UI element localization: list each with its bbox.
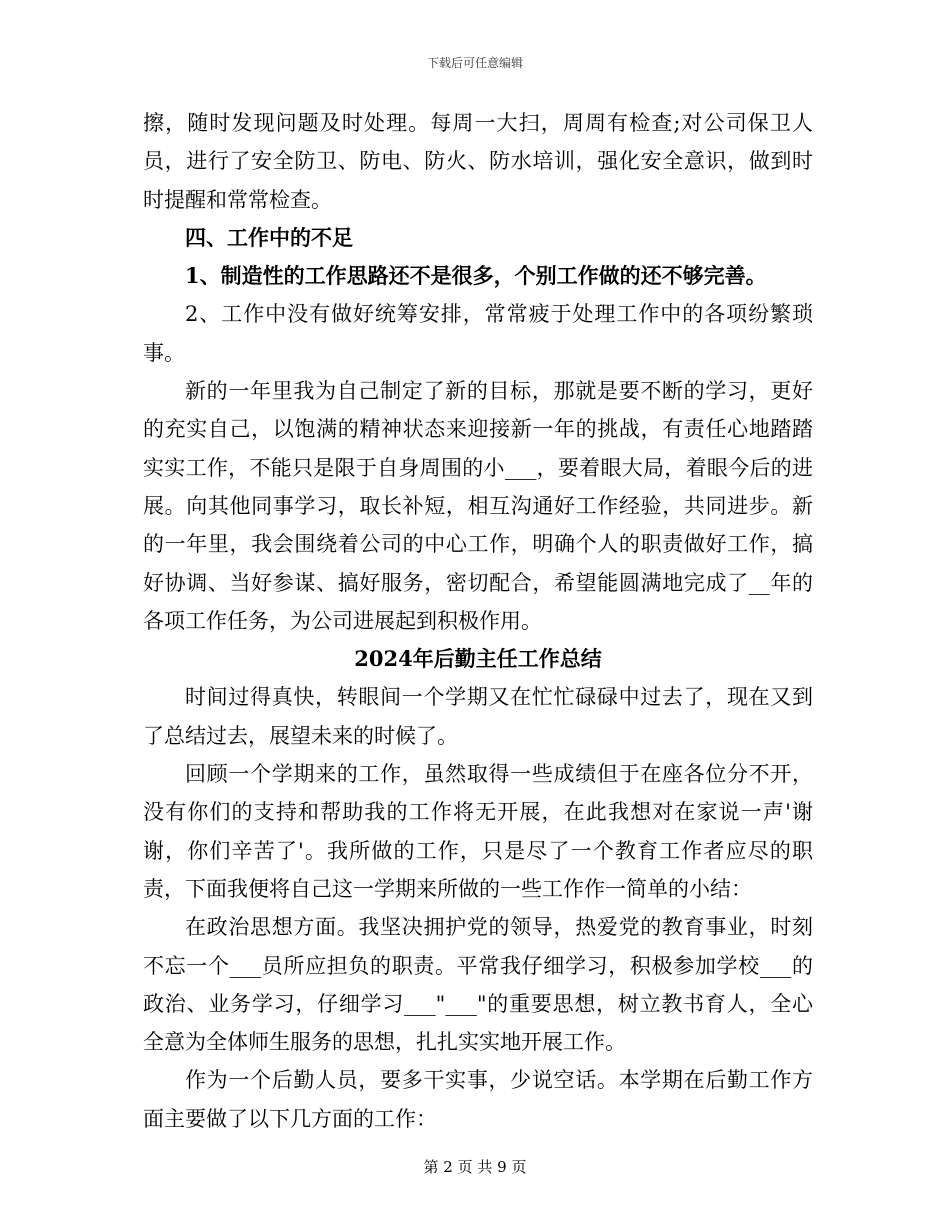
- header-note: 下载后可任意编辑: [426, 56, 523, 70]
- paragraph-logistics-work: 作为一个后勤人员，要多干实事，少说空话。本学期在后勤工作方面主要做了以下几方面的工作：: [143, 1068, 813, 1131]
- paragraph-continuation: 擦，随时发现问题及时处理。每周一大扫，周周有检查;对公司保卫人员，进行了安全防卫、防电、防火、防水培训，强化安全意识，做到时时提醒和常常检查。: [143, 111, 813, 212]
- document-title: 2024年后勤主任工作总结: [354, 646, 602, 672]
- paragraph-political-thought: 在政治思想方面。我坚决拥护党的领导，热爱党的教育事业，时刻不忘一个___员所应担负的职责。平常我仔细学习，积极参加学校___的政治、业务学习，仔细学习___"___"的重要思想，树立教书育人，全心全意为全体师生服务的思想，扎扎实实地开展工作。: [143, 915, 813, 1055]
- paragraph-new-year-goals: 新的一年里我为自己制定了新的目标，那就是要不断的学习，更好的充实自己，以饱满的精神状态来迎接新一年的挑战，有责任心地踏踏实实工作，不能只是限于自身周围的小___，要着眼大局，着眼今后的进展。向其他同事学习，取长补短，相互沟通好工作经验，共同进步。新的一年里，我会围绕着公司的中心工作，明确个人的职责做好工作，搞好协调、当好参谋、搞好服务，密切配合，希望能圆满地完成了__年的各项工作任务，为公司进展起到积极作用。: [143, 379, 813, 633]
- section-heading: 四、工作中的不足: [185, 224, 353, 250]
- page-number: 第 2 页 共 9 页: [423, 1158, 527, 1176]
- paragraph-review: 回顾一个学期来的工作，虽然取得一些成绩但于在座各位分不开，没有你们的支持和帮助我的工作将无开展，在此我想对在家说一声'谢谢，你们辛苦了'。我所做的工作，只是尽了一个教育工作者应尽的职责，下面我便将自己这一学期来所做的一些工作作一简单的小结：: [143, 762, 813, 901]
- paragraph-intro: 时间过得真快，转眼间一个学期又在忙忙碌碌中过去了，现在又到了总结过去，展望未来的时候了。: [143, 685, 813, 748]
- shortcoming-item-1: 1、制造性的工作思路还不是很多，个别工作做的还不够完善。: [185, 263, 767, 289]
- shortcoming-item-2: 2、工作中没有做好统筹安排，常常疲于处理工作中的各项纷繁琐事。: [143, 302, 813, 365]
- document-body: [143, 104, 813, 1138]
